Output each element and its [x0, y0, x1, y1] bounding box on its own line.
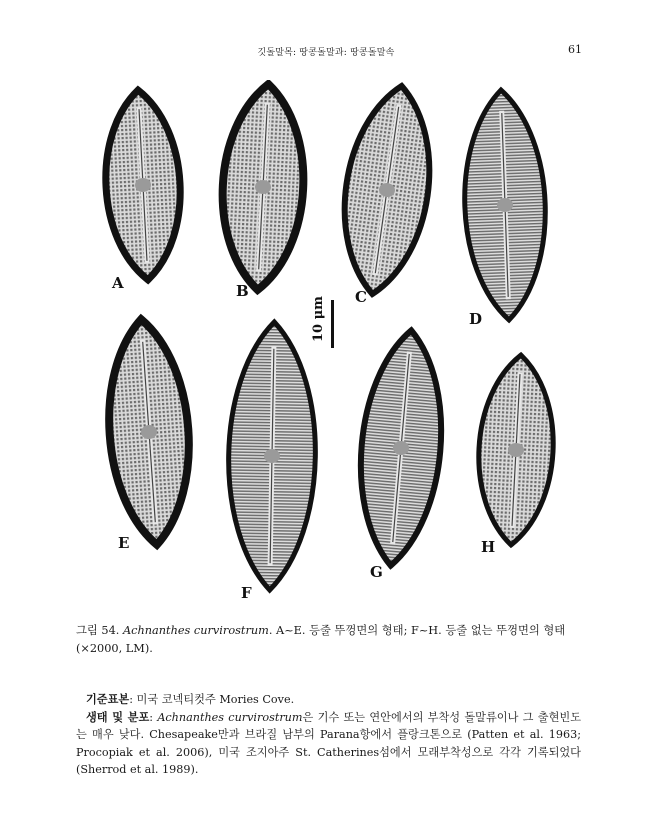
label-h: H	[481, 538, 496, 556]
caption-prefix: 그림 54.	[76, 624, 120, 637]
valve-c	[332, 80, 442, 299]
diatom-plate	[80, 80, 580, 610]
label-b: B	[236, 282, 249, 300]
label-d: D	[469, 310, 483, 328]
ecology-species: Achnanthes curvirostrum	[157, 710, 303, 724]
label-e: E	[118, 534, 130, 552]
label-g: G	[370, 563, 383, 581]
caption-text: . A~E. 등줄 뚜껑면의 형태; F~H. 등줄 없는 뚜껑면의 형태 (×2000, LM).	[76, 624, 566, 655]
page-number: 61	[568, 43, 582, 56]
body-text	[76, 691, 581, 779]
figure-caption	[76, 622, 581, 658]
scale-bar	[331, 300, 334, 348]
label-c: C	[355, 288, 367, 306]
scale-bar-label: 10 μm	[311, 296, 326, 342]
type-specimen-text: : 미국 코넥티컷주 Mories Cove.	[129, 693, 295, 706]
type-specimen-heading: 기준표본	[86, 692, 130, 706]
caption-species: Achnanthes curvirostrum	[122, 624, 269, 637]
valve-a	[101, 88, 185, 282]
ecology-colon: :	[149, 710, 158, 724]
ecology-heading: 생태 및 분포	[86, 709, 150, 724]
valve-h	[474, 353, 558, 547]
label-a: A	[112, 274, 124, 292]
running-header: 깃돌말목: 땅콩돌말과: 땅콩돌말속	[257, 48, 395, 58]
type-specimen-paragraph	[76, 691, 581, 709]
ecology-text: 은 기수 또는 연안에서의 부착성 돌말류이나 그 출현빈도는 매우 낮다. Chesapeake만과 브라질 남부의 Parana항에서 플랑크톤으로 (Patten et al. 1963; Procopiak et al. 2006), 미국 조지아주 St. Catherines섬에서 모래부착성으로 각각 기록되었다 (Sherrod et al. 1989).	[76, 710, 581, 776]
valve-g	[351, 327, 450, 569]
valve-d	[461, 89, 549, 322]
plate-figure	[80, 80, 580, 610]
valve-e	[102, 317, 196, 548]
label-f: F	[241, 584, 252, 602]
ecology-paragraph	[76, 709, 581, 779]
valve-b	[218, 82, 309, 292]
valve-f	[226, 321, 317, 590]
